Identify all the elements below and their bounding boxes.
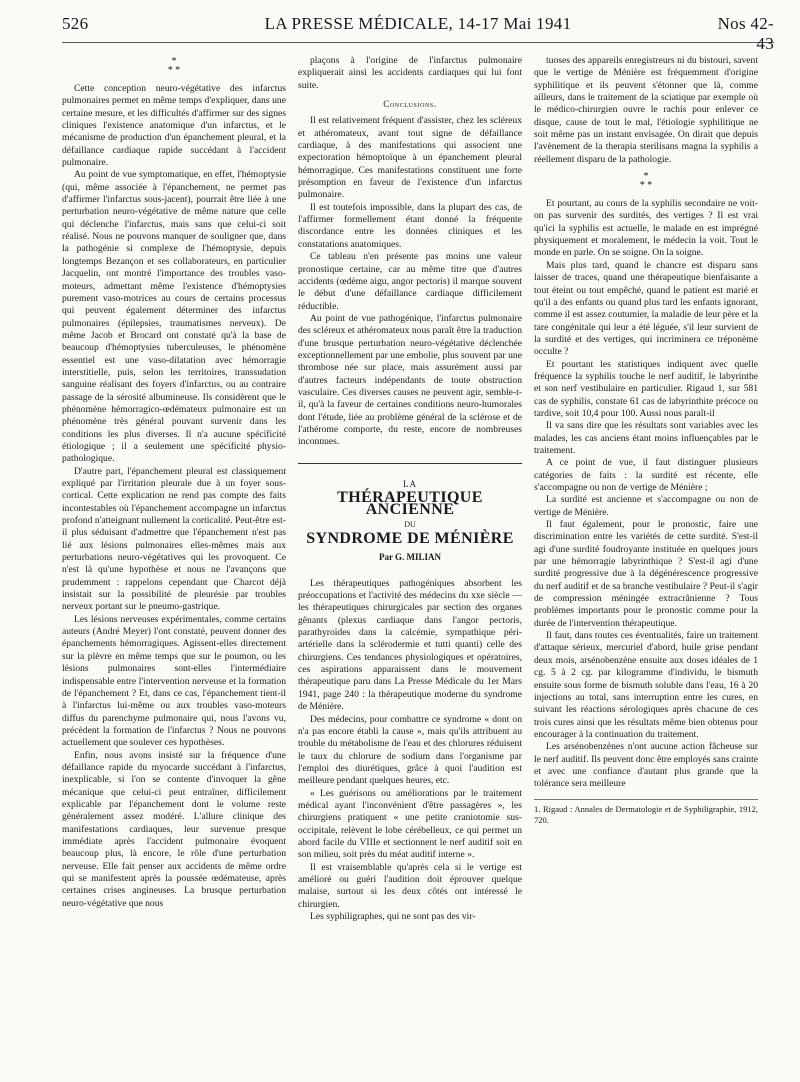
article-heading bbox=[298, 463, 522, 564]
paragraph: Ce tableau n'en présente pas moins une valeur pronostique certaine, car au même titre que d'autres accidents (œdème aigu, angor pectoris) il marque souvent le début d'une défaillance cardiaque difficilement réductible. bbox=[298, 251, 522, 312]
paragraph: Des médecins, pour combattre ce syndrome « dont on n'a pas encore établi la cause », mais qu'ils attribuent au trouble du métabolisme de l'eau et des chlorures réduisent le taux du chlorure de sodium dans l'organisme par l'emploi des diurétiques, grâce à quoi l'audition est meilleure pendant quelques heures, etc. bbox=[298, 713, 522, 787]
paragraph: A ce point de vue, il faut distinguer plusieurs catégories de faits : la surdité est récente, elle s'accompagne ou non de vertige de Ménière ; bbox=[534, 457, 758, 493]
section-separator: * * * bbox=[167, 56, 181, 76]
paragraph: D'autre part, l'épanchement pleural est classiquement expliqué par l'irritation pleurale due à un foyer sous-cortical. Cette explication ne rend pas compte des faits incontestables où l'épanchement accompagne un infarctus profond n'atteignant nullement la corticalité. Peut-être est-il plus séduisant d'admettre que l'épanchement n'est pas lié aux lésions pulmonaires elles-mêmes mais aux perturbations neuro-végétatives qui les provoquent. Ce n'est là qu'une hypothèse et nous ne l'avançons que prudemment : rappelons cependant que Charcot déjà insistait sur la possibilité de pleurésie par troubles nerveux portant sur le pneumo-gastrique. bbox=[62, 465, 286, 613]
paragraph: Les lésions nerveuses expérimentales, comme certains auteurs (André Meyer) l'ont constaté, peuvent donner des épanchements hémorragiques. Agissent-elles directement sur la plèvre en même temps que sur le poumon, ou les lésions pulmonaires sont-elles l'intermédiaire indispensable entre l'intervention nerveuse et la formation de l'épanchement ? Et, dans ce cas, l'épanchement tient-il à l'infarctus lui-même ou aux troubles vaso-moteurs diffus du parenchyme pulmonaire qui, nous l'avons vu, précèdent la formation de l'infarctus ? Nous ne pouvons actuellement que soulever ces hypothèses. bbox=[62, 613, 286, 749]
article-title-line-2: SYNDROME DE MÉNIÈRE bbox=[306, 530, 514, 548]
paragraph: Au point de vue pathogénique, l'infarctus pulmonaire des scléreux et athéromateux nous paraît être la traduction d'une brusque perturbation neuro-végétative déclenchée exceptionnellement par une embolie, plus souvent par une thrombose née sur place, mais assurément aussi par d'autres facteurs indépendants de toute obstruction vasculaire. Ces diverses causes ne peuvent agir, semble-t-il, qu'à la faveur de certaines conditions neuro-humorales dont l'étude, liée au problème général de la sclérose et de l'athérome comporte, du reste, encore de nombreuses inconnues. bbox=[298, 312, 522, 448]
paragraph: Il est toutefois impossible, dans la plupart des cas, de l'affirmer formellement étant donné la fréquente discordance entre les données cliniques et les constatations anatomiques. bbox=[298, 201, 522, 250]
article-title-line-1: THÉRAPEUTIQUE ANCIENNE bbox=[337, 489, 483, 519]
footnote bbox=[534, 799, 758, 826]
article-title-connector: DU bbox=[404, 519, 416, 529]
conclusions-heading: Conclusions. bbox=[383, 99, 437, 110]
paragraph: Il va sans dire que les résultats sont variables avec les malades, les cas anciens étant moins influençables par le traitement. bbox=[534, 420, 758, 456]
paragraph: Les arsénobenzènes n'ont aucune action fâcheuse sur le nerf auditif. Ils peuvent donc être employés sans crainte et avec une confiance d'autant plus grande que la tolérance sera meilleure bbox=[534, 741, 758, 790]
paragraph: « Les guérisons ou améliorations par le traitement médical ayant l'inconvénient d'être passagères », les chirurgiens pratiquent « une petite craniotomie sus-occipitale, relèvent le lobe cérébelleux, ce qui permet un abord facile du VIIIe et sectionnent le nerf auditif soit en son milieu, soit près du méat auditif interne ». bbox=[298, 787, 522, 861]
paragraph: Mais plus tard, quand le chancre est disparu sans laisser de traces, quand une thérapeutique bienfaisante a tout éteint ou tout empêché, quand le patient est marié et qu'il a des enfants ou quand plus tard les enfants ignorant, comme il est assez coutumier, la maladie de leur père et la tare congénitale qui leur a été léguée, s'il leur survient de la surdité et des vertiges, qui incriminera ce tréponème occulte ? bbox=[534, 259, 758, 358]
paragraph: Et pourtant, au cours de la syphilis secondaire ne voit-on pas survenir des surdités, des vertiges ? Il est vrai qu'ici la syphilis est actuelle, le malade en est imprégné physiquement et moralement, le médecin la voit. Tout le monde en parle. On se soigne. On la soigne. bbox=[534, 198, 758, 259]
paragraph: plaçons à l'origine de l'infarctus pulmonaire expliquerait ainsi les accidents cardiaques qui lui font suite. bbox=[298, 55, 522, 91]
paragraph: Cette conception neuro-végétative des infarctus pulmonaires permet en même temps d'expliquer, dans une certaine mesure, et les difficultés d'affirmer sur des signes cliniques l'existence anatomique d'un infarctus, et le mécanisme de production d'un épanchement pleural, et la défaillance cardiaque rapide succédant à l'accident pulmonaire. bbox=[62, 83, 286, 169]
issue-number: Nos 42-43 bbox=[717, 14, 774, 53]
article-author: Par G. MILIAN bbox=[378, 552, 442, 563]
paragraph: Enfin, nous avons insisté sur la fréquence d'une défaillance rapide du myocarde succédant à l'infarctus, inexplicable, si l'on se contente d'invoquer la gêne mécanique que celui-ci peut entraîner, difficilement explicable par l'épanchement dont le volume reste généralement assez modéré. L'allure clinique des manifestations cardiaques, leur survenue presque immédiate après l'accident pulmonaire évoquent beaucoup plus, là encore, le rôle d'une perturbation nerveuse. Elle fait penser aux accidents de même ordre qui se manifestent après la poussée œdémateuse, après certaines crises angineuses. La brusque perturbation neuro-végétative que nous bbox=[62, 749, 286, 909]
article-title-prefix: LA bbox=[403, 478, 417, 489]
paragraph: Au point de vue symptomatique, en effet, l'hémoptysie (qui, même associée à l'épanchement, ne permet pas d'affirmer l'infarctus sous-jacent), pourrait être liée à une perturbation neuro-végétative de même nature que celle qui déclenche l'infarctus, mais sans que celui-ci soit réalisé. Nous ne pouvons manquer de souligner que, dans la pathogénie si complexe de l'hémoptysie, depuis longtemps Bezançon et ses collaborateurs, en particulier Jacquelin, ont montré l'importance des troubles vaso-moteurs, admettant même l'existence d'hémoptysies purement vaso-motrices au cours de certains processus qui peuvent également déterminer des infarctus pulmonaires (épilepsies, traumatismes nerveux). De même Jacob et Brocard ont constaté qu'à la base de beaucoup d'hémoptysies tuberculeuses, le phénomène essentiel est une vaso-dilatation avec hémorragie interstitielle, puis, selon les territoires, transsudation sanguine réalisant des foyers d'infarctus, ou au contraire passage de la sérosité albumineuse. Ils considèrent que le phénomène hémorragico-œdémateux pulmonaire est un phénomène très général pouvant survenir dans les conditions les plus diverses. Il n'a aucune spécificité étiologique ; il a seulement une spécificité physio-pathologique. bbox=[62, 169, 286, 465]
columns bbox=[62, 55, 774, 1071]
page-header bbox=[62, 14, 774, 53]
paragraph: Il faut, dans toutes ces éventualités, faire un traitement d'attaque sérieux, mercuriel d'abord, huile grise pendant deux mois, arsénobenzène ensuite aux doses idéales de 1 cg. 5 à 2 cg. par kilogramme d'individu, le bismuth ensuite sous forme de bismuth soluble dans l'eau, 16 à 20 injections au total, sans interruption entre les cures, en suivant les réactions sérologiques après chacune de ces trois cures ainsi que les résultats même bien obtenus pour encourager à la continuation du traitement. bbox=[534, 630, 758, 740]
section-separator: * * * bbox=[639, 171, 653, 192]
paragraph: Il est vraisemblable qu'après cela si le vertige est amélioré ou guéri l'audition doit éprouver quelque malaise, surtout si les deux côtés ont intéressé le chirurgien. bbox=[298, 861, 522, 910]
journal-title: LA PRESSE MÉDICALE, 14-17 Mai 1941 bbox=[264, 14, 572, 33]
paragraph: Les thérapeutiques pathogéniques absorbent les préoccupations et l'activité des médecins du xxe siècle — les thérapeutiques chirurgicales par section des organes gênants (plexus cardiaque dans l'angor pectoris, parathyroïdes dans la calcémie, sympathique péri-artérielle dans la sclérodermie et tutti quanti) celle des chirurgiens. Ces tendances physiologiques et opératoires, ces aspirations apparaissent dans le mouvement thérapeutique paru dans La Presse Médicale du 1er Mars 1941, page 240 : la thérapeutique moderne du syndrome de Ménière. bbox=[298, 577, 522, 713]
column-1 bbox=[62, 55, 286, 1071]
column-2 bbox=[298, 55, 522, 1071]
paragraph: tuoses des appareils enregistreurs ni du bistouri, savent que le vertige de Ménière est fréquemment d'origine syphilitique et ils peuvent s'étonner que là, comme ailleurs, dans le traitement de la sciatique par exemple où le médico-chirurgien ouvre le rachis pour enlever ce disque, cause de tout le mal, l'étiologie syphilitique ne soit même pas un instant envisagée. On dirait que depuis l'avènement de la therapia sterilisans magna la syphilis a réellement disparu de la pathologie. bbox=[534, 55, 758, 165]
paragraph: Il est relativement fréquent d'assister, chez les scléreux et athéromateux, avant tout signe de défaillance cardiaque, à des manifestations qui associent une expectoration hémoptoïque à un épanchement pleural hémorragique. Ces manifestations constituent une forte présomption en faveur de l'existence d'un infarctus pulmonaire. bbox=[298, 115, 522, 201]
column-3 bbox=[534, 55, 758, 1071]
paragraph: La surdité est ancienne et s'accompagne ou non de vertige de Ménière. bbox=[534, 494, 758, 518]
page-number: 526 bbox=[62, 14, 89, 33]
paragraph: Il faut également, pour le pronostic, faire une discrimination entre les variétés de cette surdité. S'est-il agi d'une surdité foudroyante instituée en quelques jours par une hémorragie labyrinthique ? S'est-il agi d'une surdité progressive due à la dégénérescence progressive du nerf auditif et de sa branche vestibulaire ? Peut-il s'agir de compression méningée extracrânienne ? Tous problèmes importants pour le pronostic comme pour la durée de l'intervention thérapeutique. bbox=[534, 519, 758, 629]
paragraph: Et pourtant les statistiques indiquent avec quelle fréquence la syphilis touche le nerf auditif, le labyrinthe et son nerf vestibulaire en particulier. Rigaud 1, sur 581 cas de syphilis, constate 61 cas de labyrinthite précoce ou tardive, soit 10,4 pour 100. Aussi nous paraît-il bbox=[534, 358, 758, 419]
paragraph: Les syphiligraphes, qui ne sont pas des vir- bbox=[310, 911, 476, 922]
footnote-text: 1. Rigaud : Annales de Dermatologie et de Syphiligraphie, 1912, 720. bbox=[534, 803, 758, 825]
